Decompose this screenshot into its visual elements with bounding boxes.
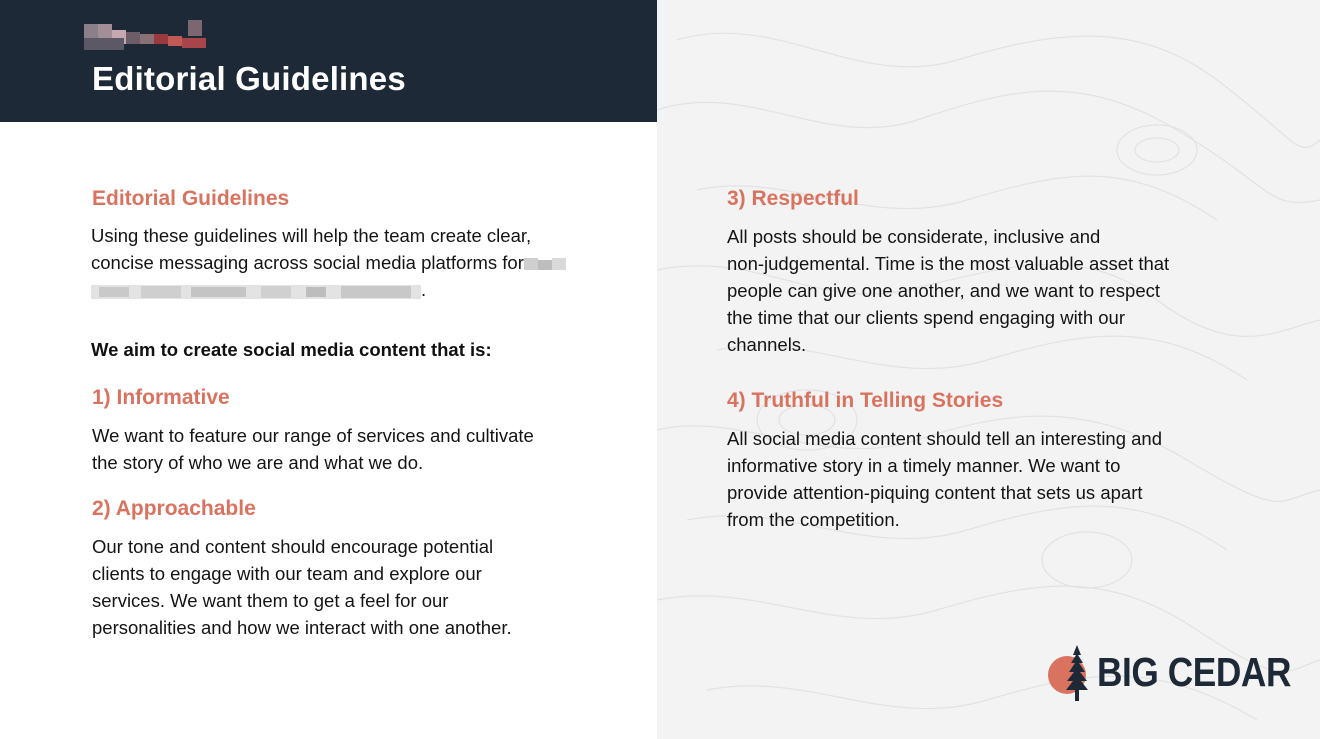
section-line: provide attention-piquing content that sets us apart: [727, 482, 1143, 503]
redacted-text: [91, 281, 421, 301]
topographic-background: [657, 0, 1320, 739]
section-heading: 3) Respectful: [727, 187, 859, 210]
intro-line: .: [91, 276, 566, 303]
sun-and-cedar-tree-icon: [1045, 643, 1095, 705]
section-text: [92, 422, 534, 476]
intro-text: [91, 222, 566, 303]
section-line: clients to engage with our team and explore our: [92, 563, 482, 584]
intro-line: concise messaging across social media platforms for: [91, 249, 566, 276]
section-heading: 1) Informative: [92, 386, 230, 409]
section-line: Our tone and content should encourage potential: [92, 536, 494, 557]
section-line: the story of who we are and what we do.: [92, 452, 424, 473]
section-line: All social media content should tell an interesting and: [727, 428, 1163, 449]
section-line: We want to feature our range of services and cultivate: [92, 425, 534, 446]
section-line: services. We want them to get a feel for our: [92, 590, 449, 611]
page-title: Editorial Guidelines: [92, 60, 406, 97]
section-line: people can give one another, and we want to respect: [727, 280, 1160, 301]
brand-logo: [1045, 643, 1291, 705]
brand-name: BIG CEDAR: [1097, 649, 1291, 695]
section-line: All posts should be considerate, inclusive and: [727, 226, 1101, 247]
intro-heading: Editorial Guidelines: [92, 187, 290, 210]
intro-line: Using these guidelines will help the team create clear,: [91, 225, 532, 246]
section-line: channels.: [727, 334, 807, 355]
section-text: [92, 533, 512, 641]
section-text: [727, 223, 1169, 358]
right-panel: [657, 0, 1320, 739]
redacted-logo: [84, 20, 214, 54]
section-text: [727, 425, 1162, 533]
redacted-text: [524, 256, 566, 272]
section-heading: 2) Approachable: [92, 497, 256, 520]
section-line: personalities and how we interact with one another.: [92, 617, 512, 638]
section-line: informative story in a timely manner. We want to: [727, 455, 1121, 476]
section-line: non-judgemental. Time is the most valuable asset that: [727, 253, 1170, 274]
section-heading: 4) Truthful in Telling Stories: [727, 389, 1004, 412]
lead-statement: We aim to create social media content that is:: [91, 339, 492, 360]
section-line: the time that our clients spend engaging with our: [727, 307, 1125, 328]
section-line: from the competition.: [727, 509, 900, 530]
